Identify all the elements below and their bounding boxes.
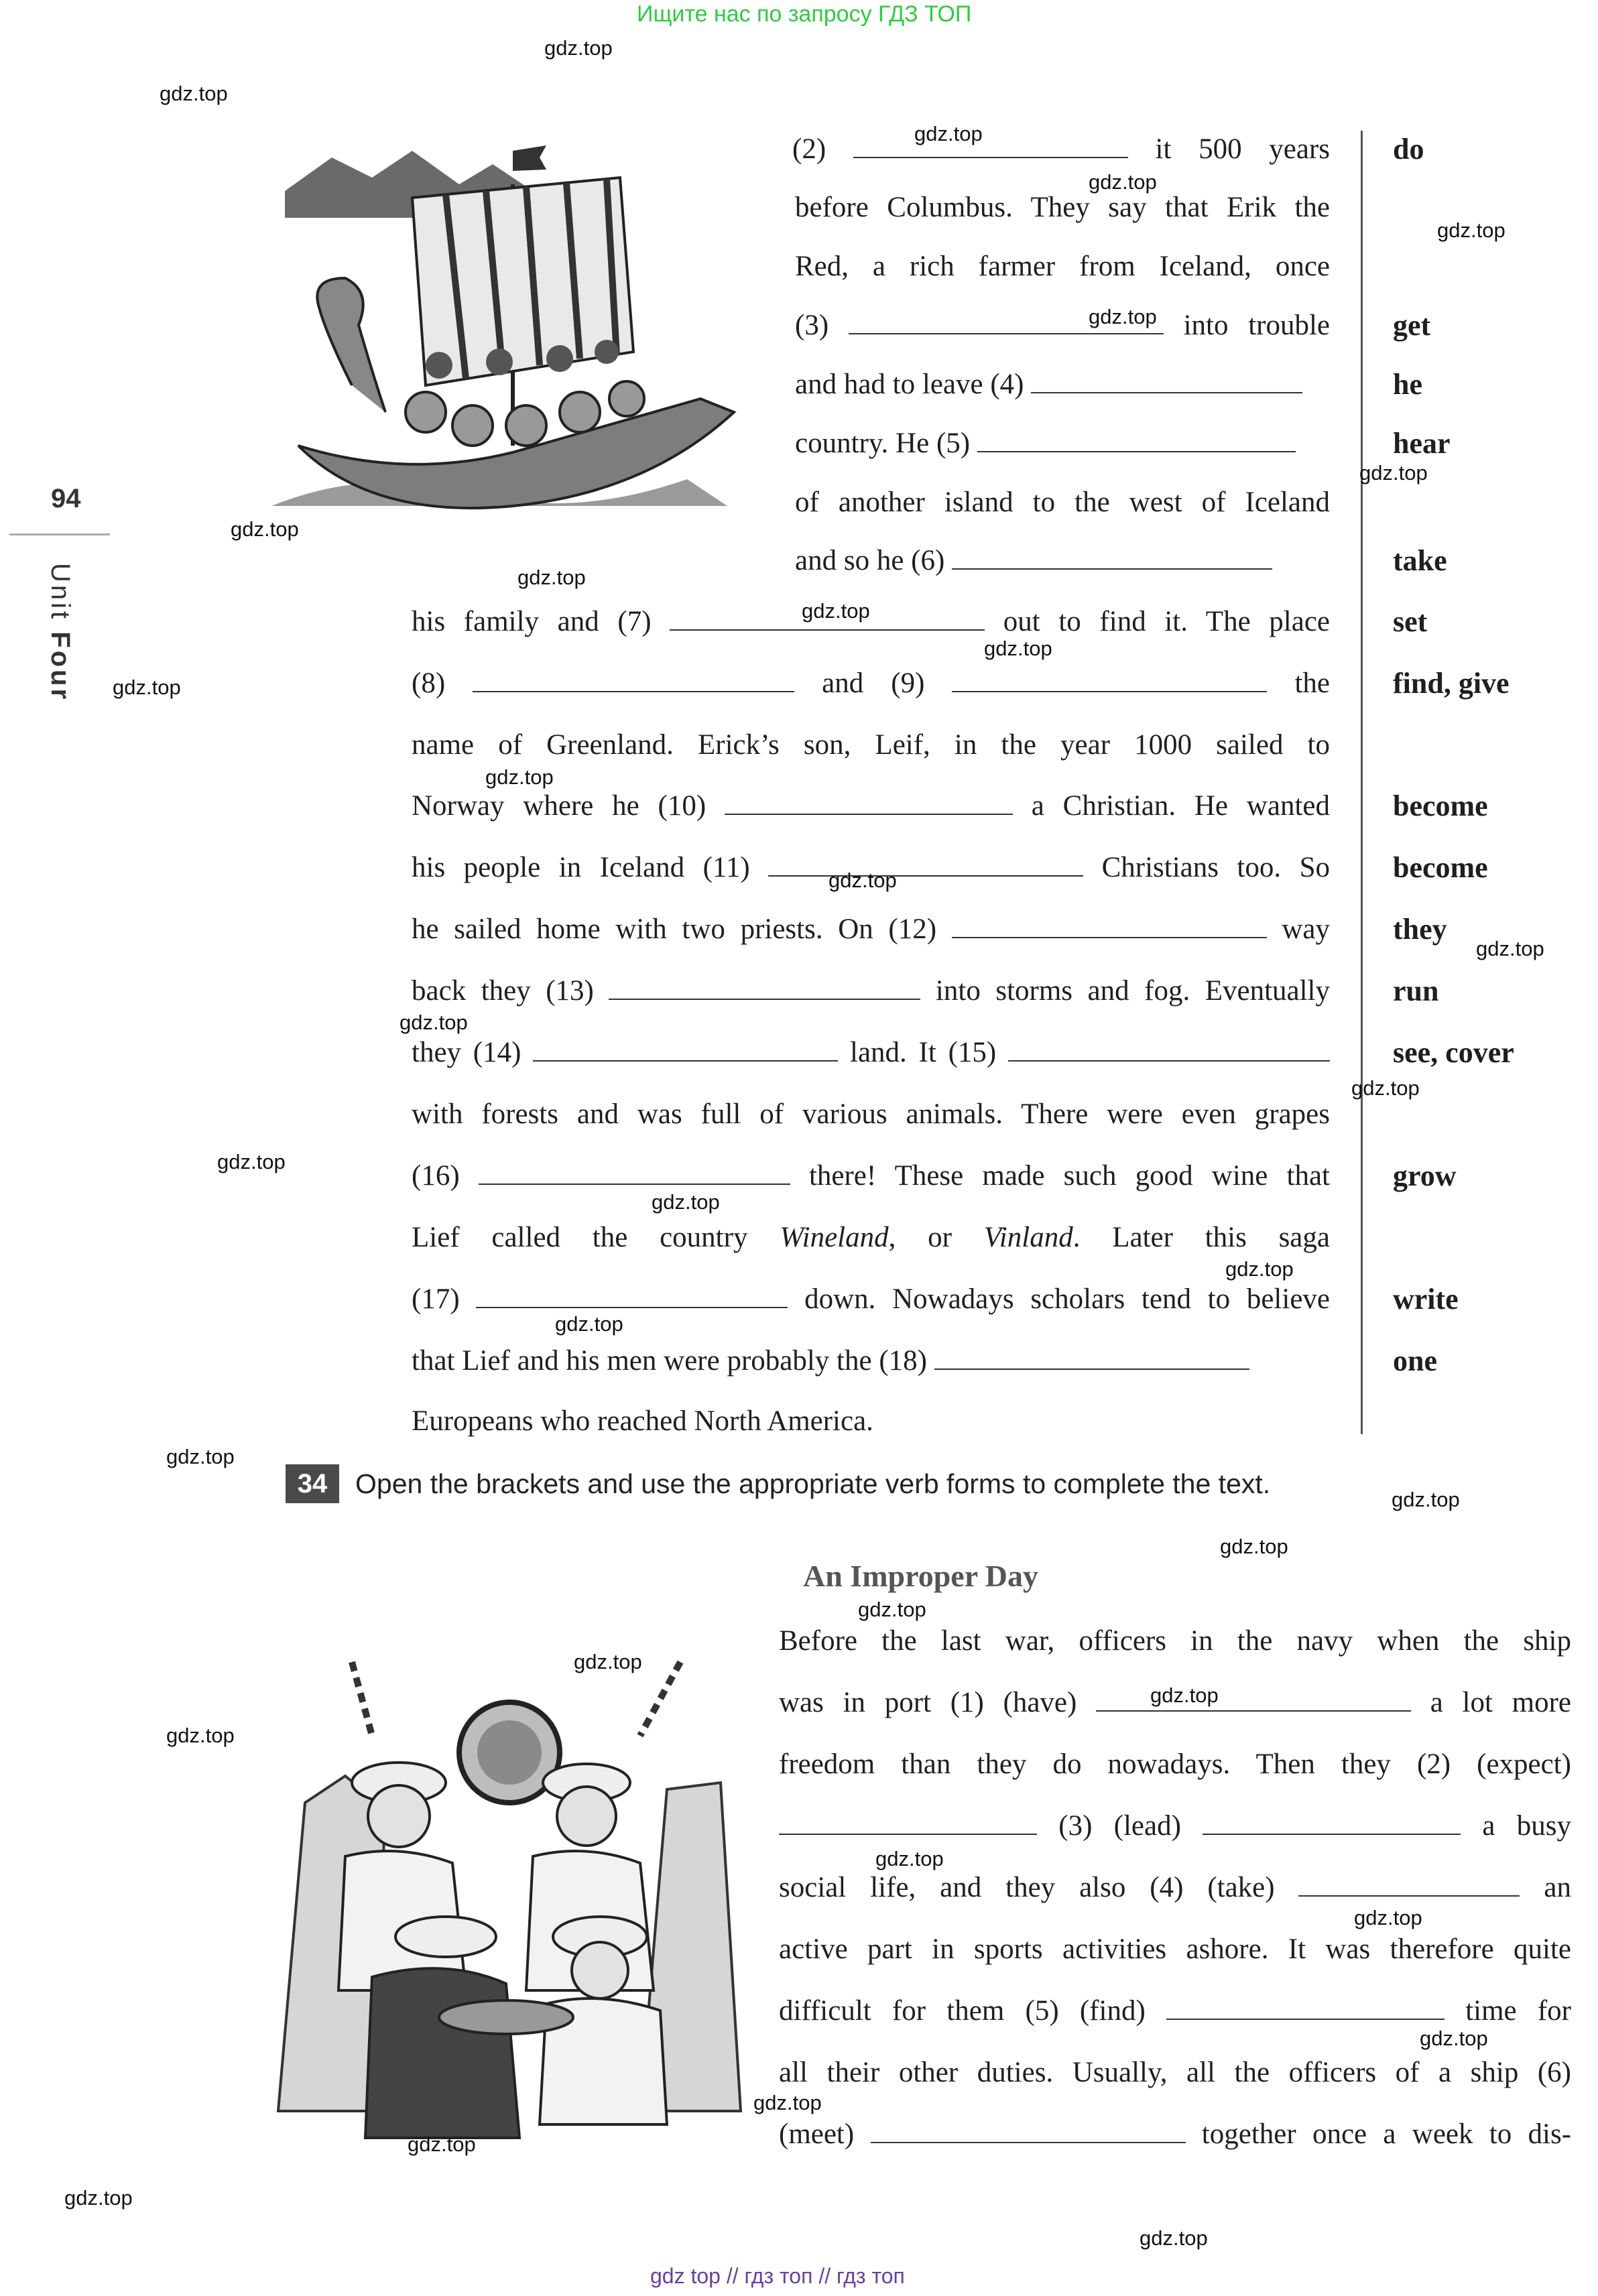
text-line-2: before Columbus. They say that Erik the [795, 192, 1330, 223]
watermark-16: gdz.top [400, 1011, 468, 1034]
story-title: An Improper Day [803, 1559, 1038, 1593]
story-line-9: (meet) together once a week to dis- [779, 2118, 1572, 2150]
answer-blank-18[interactable] [934, 1348, 1249, 1370]
story-blank-4[interactable] [1298, 1875, 1520, 1897]
answer-blank-17[interactable] [476, 1287, 788, 1308]
watermark-1: gdz.top [544, 36, 613, 60]
answer-blank-13[interactable] [609, 978, 920, 1000]
footer-links[interactable]: gdz top // гдз топ // гдз топ [650, 2264, 905, 2288]
story-line-6: active part in sports activities ashore. It was therefore quite [779, 1933, 1571, 1965]
story-line-4: (3) (lead) a busy [779, 1809, 1571, 1843]
answer-blank-2[interactable] [853, 137, 1128, 158]
text-line-17: with forests and was full of various animals. There were even grapes [412, 1098, 1330, 1130]
word-grow: grow [1393, 1159, 1457, 1192]
watermark-18: gdz.top [217, 1150, 286, 1173]
text-line-12: Norway where he (10) a Christian. He wanted [412, 790, 1330, 822]
story-blank-2[interactable] [779, 1813, 1037, 1835]
watermark-28: gdz.top [166, 1724, 235, 1747]
story-line-2: was in port (1) (have) a lot more [779, 1687, 1571, 1718]
text-line-10: (8) and (9) the [412, 667, 1330, 699]
exercise-34-header [286, 1465, 1270, 1503]
story-line-3: freedom than they do nowadays. Then they (2) (expect) [779, 1748, 1571, 1780]
text-line-7: of another island to the west of Iceland [795, 487, 1330, 518]
watermark-14: gdz.top [828, 869, 897, 892]
watermark-23: gdz.top [1392, 1488, 1460, 1511]
watermark-17: gdz.top [1351, 1076, 1420, 1100]
page-divider [9, 533, 110, 535]
unit-label [42, 563, 75, 702]
word-run: run [1393, 974, 1439, 1007]
text-line-11: name of Greenland. Erick’s son, Leif, in the year 1000 sailed to [412, 729, 1330, 761]
word-do: do [1393, 133, 1424, 166]
word-they: they [1393, 913, 1447, 946]
watermark-2: gdz.top [160, 82, 228, 105]
text-line-20: (17) down. Nowadays scholars tend to believe [412, 1283, 1330, 1315]
watermark-10: gdz.top [802, 599, 870, 623]
text-line-5: and had to leave (4) [795, 368, 1302, 401]
word-he: he [1393, 368, 1422, 401]
italic-vinland: Vinland [983, 1222, 1073, 1253]
page-number: 94 [51, 484, 81, 513]
watermark-32: gdz.top [753, 2091, 822, 2114]
answer-blank-16[interactable] [479, 1163, 790, 1185]
story-line-8: all their other duties. Usually, all the officers of a ship (6) [779, 2057, 1571, 2088]
text-line-3: Red, a rich farmer from Iceland, once [795, 251, 1330, 282]
text-line-22: Europeans who reached North America. [412, 1405, 873, 1437]
word-get: get [1393, 309, 1431, 342]
watermark-24: gdz.top [1220, 1535, 1288, 1558]
viking-ship-illustration [271, 131, 774, 526]
answer-blank-11[interactable] [768, 855, 1083, 877]
text-line-8: and so he (6) [795, 544, 1272, 578]
unit-word: Unit [46, 563, 75, 622]
sailors-illustration [265, 1642, 754, 2151]
italic-wineland: Wineland [780, 1222, 889, 1253]
word-find-give: find, give [1393, 667, 1510, 700]
text-line-18: (16) there! These made such good wine that [412, 1160, 1331, 1192]
watermark-33: gdz.top [408, 2132, 476, 2156]
watermark-6: gdz.top [1089, 305, 1157, 328]
watermark-34: gdz.top [64, 2186, 133, 2210]
word-write: write [1393, 1283, 1459, 1316]
text-line-15: back they (13) into storms and fog. Eventually [412, 975, 1331, 1007]
watermark-8: gdz.top [231, 517, 299, 541]
watermark-7: gdz.top [1359, 461, 1428, 485]
exercise-number: 34 [286, 1464, 339, 1503]
answer-blank-14[interactable] [533, 1040, 838, 1062]
watermark-5: gdz.top [1437, 218, 1505, 242]
watermark-21: gdz.top [555, 1312, 623, 1336]
text-line-13: his people in Iceland (11) Christians too. So [412, 852, 1330, 883]
watermark-19: gdz.top [652, 1190, 720, 1214]
watermark-31: gdz.top [1420, 2027, 1488, 2050]
text-line-21: that Lief and his men were probably the (18) [412, 1344, 1249, 1378]
story-line-5: social life, and they also (4) (take) an [779, 1872, 1571, 1903]
word-become-2: become [1393, 851, 1488, 884]
answer-blank-4[interactable] [1031, 372, 1302, 393]
word-set: set [1393, 605, 1428, 638]
watermark-30: gdz.top [1354, 1906, 1422, 1929]
story-blank-3[interactable] [1203, 1813, 1461, 1835]
watermark-4: gdz.top [1089, 170, 1157, 194]
word-see-cover: see, cover [1393, 1036, 1514, 1069]
story-blank-5[interactable] [1166, 1998, 1445, 2020]
watermark-29: gdz.top [875, 1847, 944, 1870]
watermark-26: gdz.top [574, 1650, 642, 1673]
watermark-35: gdz.top [1140, 2226, 1208, 2250]
answer-blank-9[interactable] [952, 671, 1267, 692]
text-line-14: he sailed home with two priests. On (12) way [412, 913, 1330, 945]
answer-blank-15[interactable] [1008, 1040, 1330, 1062]
answer-blank-6[interactable] [952, 548, 1272, 570]
watermark-11: gdz.top [984, 637, 1052, 660]
answer-blank-10[interactable] [725, 793, 1013, 815]
answer-blank-8[interactable] [473, 671, 794, 692]
word-become-1: become [1393, 789, 1488, 822]
watermark-22: gdz.top [166, 1445, 235, 1468]
watermark-9: gdz.top [517, 566, 586, 589]
watermark-25: gdz.top [858, 1598, 926, 1621]
exercise-instruction: Open the brackets and use the appropriate verb forms to complete the text. [355, 1468, 1271, 1499]
answer-blank-12[interactable] [952, 917, 1267, 938]
story-blank-1[interactable] [1096, 1690, 1411, 1712]
watermark-20: gdz.top [1225, 1257, 1294, 1281]
story-line-1: Before the last war, officers in the navy when the ship [779, 1625, 1571, 1657]
watermark-13: gdz.top [485, 765, 554, 789]
text-line-16: they (14) land. It (15) [412, 1036, 1330, 1070]
text-line-6: country. He (5) [795, 427, 1296, 460]
text-line-1: (2) it 500 years [792, 133, 1330, 165]
story-line-7: difficult for them (5) (find) time for [779, 1995, 1571, 2027]
word-take: take [1393, 544, 1447, 577]
watermark-12: gdz.top [113, 676, 181, 699]
watermark-15: gdz.top [1476, 937, 1544, 960]
watermark-3: gdz.top [914, 122, 983, 145]
unit-number: Four [46, 631, 75, 702]
word-hear: hear [1393, 427, 1451, 460]
watermark-27: gdz.top [1150, 1683, 1219, 1707]
search-banner[interactable]: Ищите нас по запросу ГДЗ ТОП [637, 1, 972, 27]
answer-column-divider [1361, 131, 1363, 1434]
word-one: one [1393, 1344, 1437, 1377]
story-blank-6[interactable] [871, 2122, 1186, 2143]
answer-blank-5[interactable] [977, 431, 1296, 452]
text-line-9: his family and (7) out to find it. The place [412, 606, 1330, 637]
text-line-4: (3) into trouble [795, 310, 1330, 341]
text-line-19: Lief called the country Wineland, or Vinland. Later this saga [412, 1222, 1330, 1253]
